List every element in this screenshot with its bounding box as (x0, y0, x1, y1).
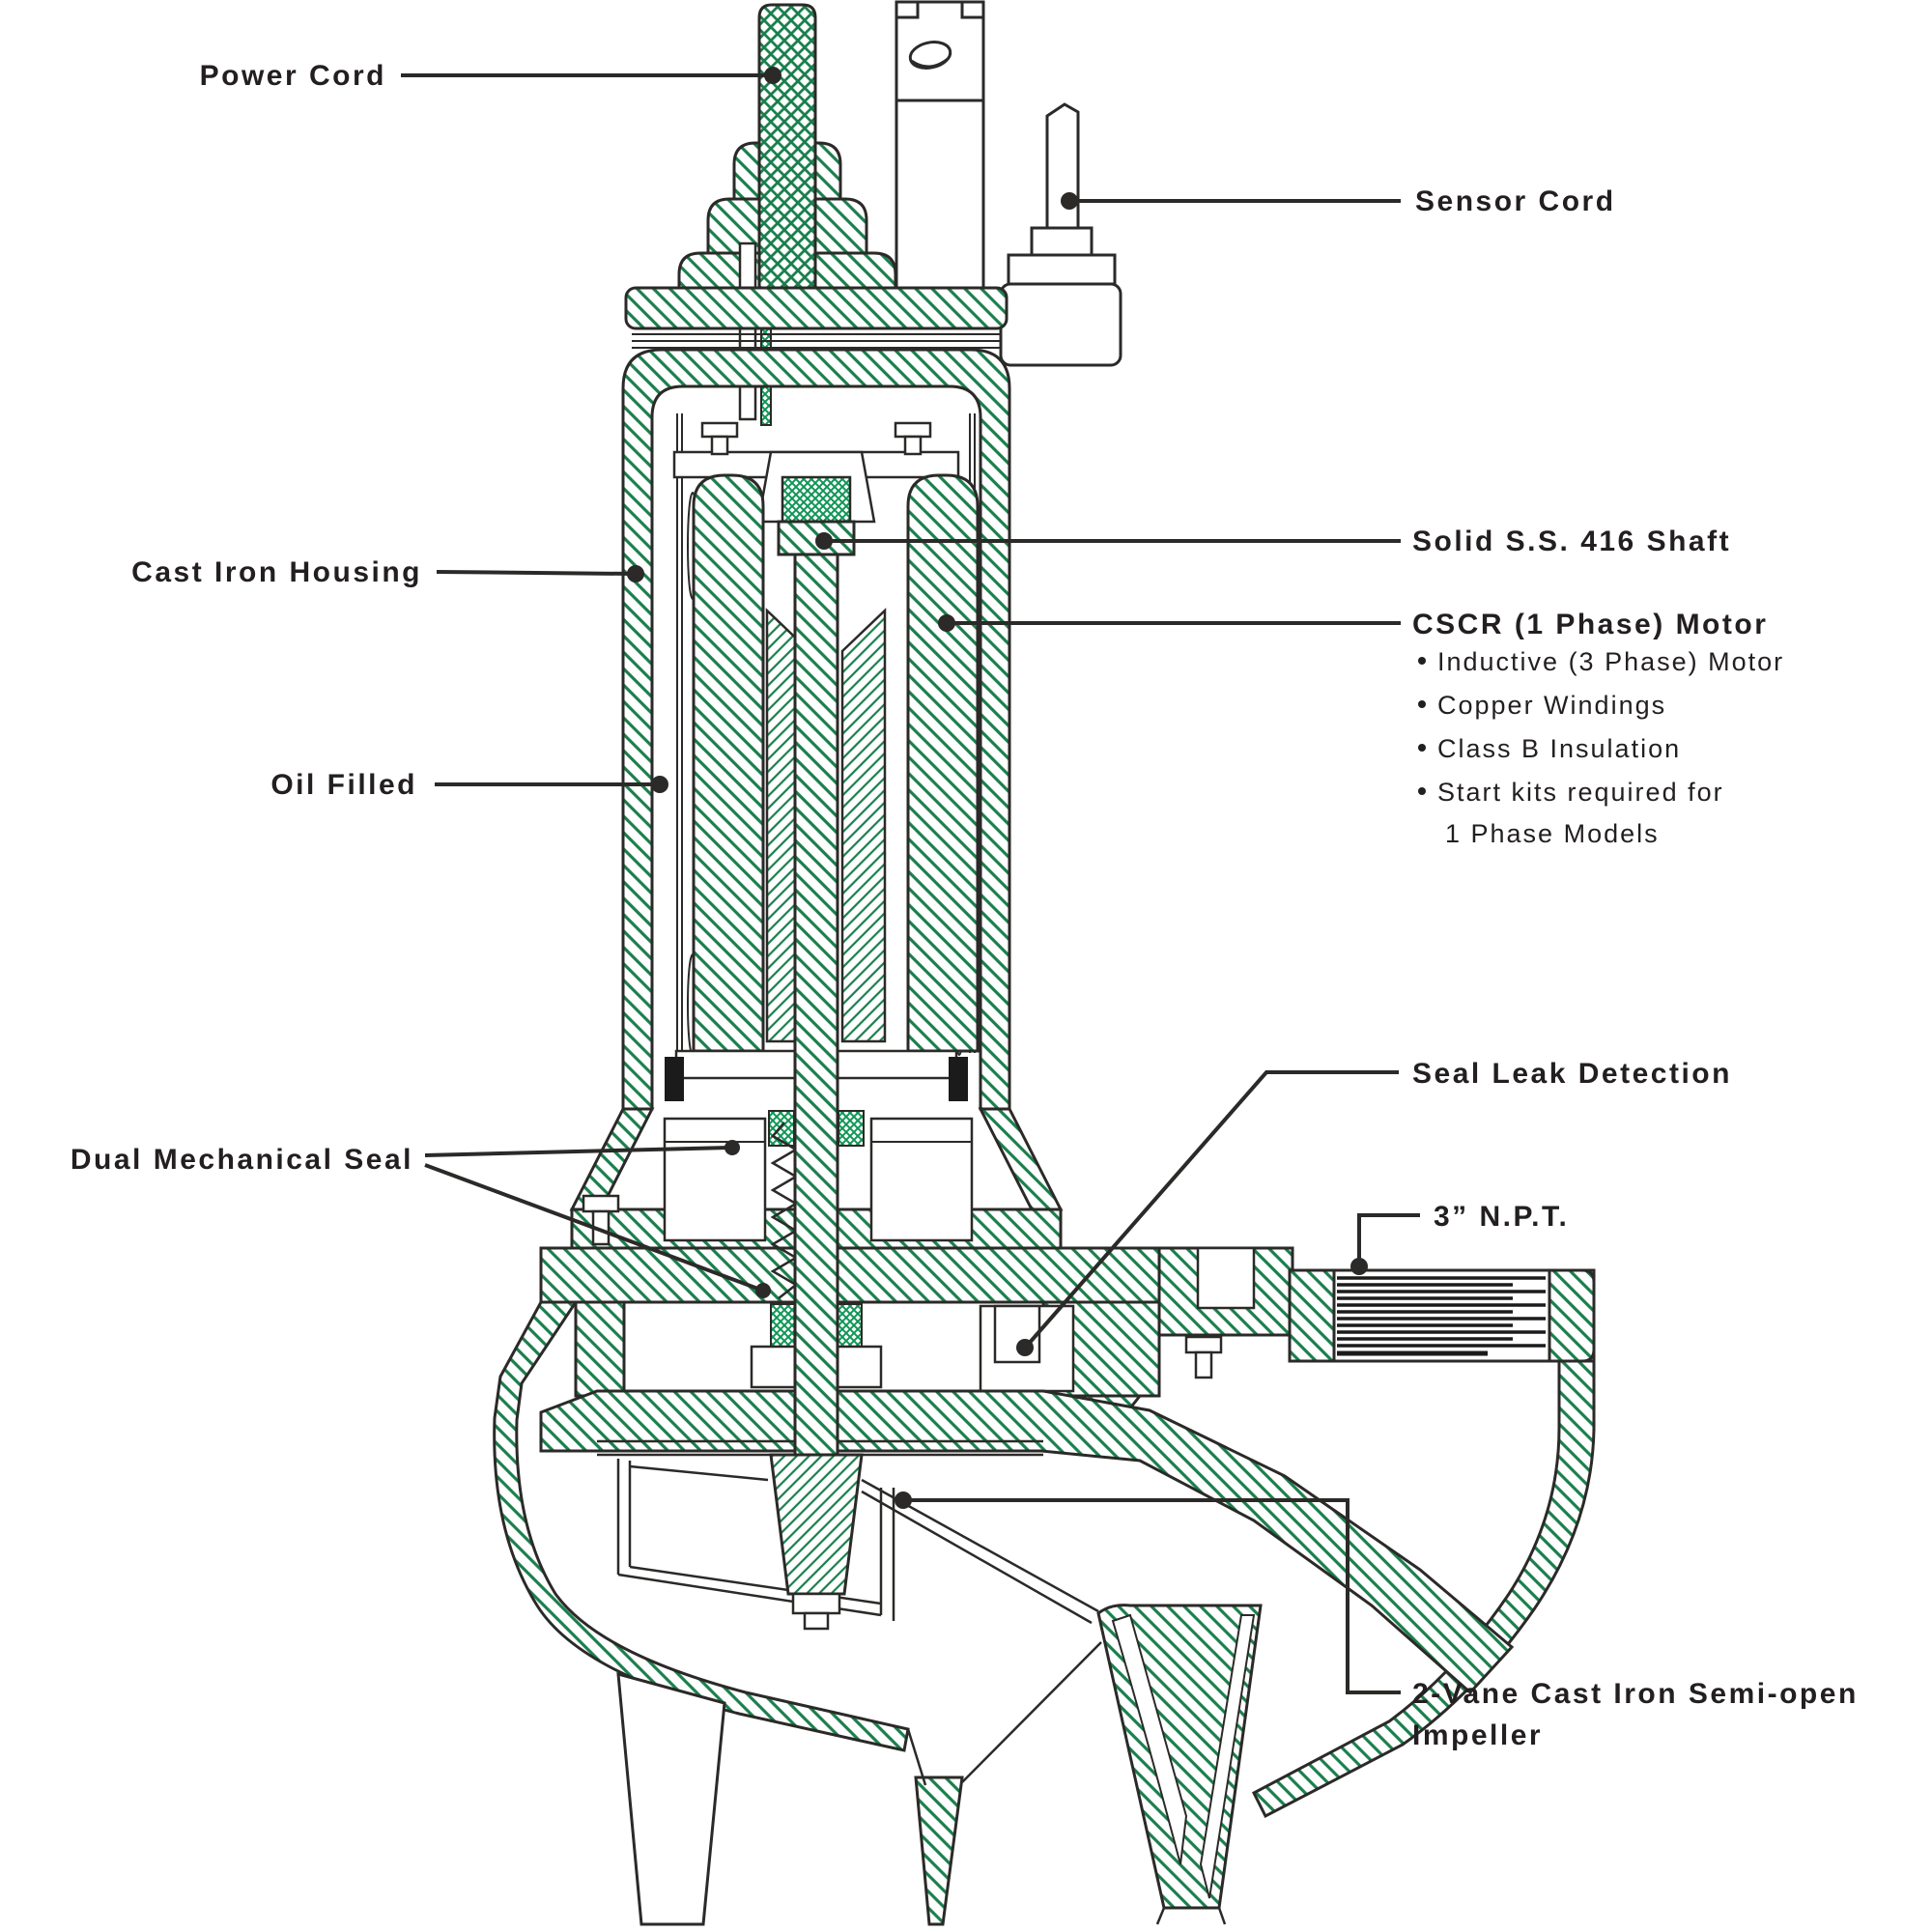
label-oil-filled: Oil Filled (270, 769, 417, 801)
shaft (795, 522, 838, 1594)
winding-right (842, 611, 885, 1041)
top-cap-flange (626, 288, 1007, 328)
label-npt: 3” N.P.T. (1434, 1201, 1570, 1233)
impeller-vane-right (1098, 1605, 1261, 1924)
pump-drawing (495, 2, 1594, 1924)
npt-port (1290, 1270, 1594, 1361)
seal-chamber (541, 1109, 1293, 1437)
label-impeller-line2: Impeller (1412, 1719, 1544, 1751)
label-dual-mechanical-seal: Dual Mechanical Seal (70, 1144, 413, 1176)
impeller-hub (771, 1455, 862, 1629)
lifting-bracket (896, 2, 983, 319)
motor-bullet-2: Copper Windings (1437, 691, 1667, 720)
label-seal-leak: Seal Leak Detection (1412, 1058, 1732, 1090)
label-cast-iron-housing: Cast Iron Housing (131, 556, 422, 588)
label-impeller-line1: 2-Vane Cast Iron Semi-open (1412, 1678, 1859, 1710)
label-shaft: Solid S.S. 416 Shaft (1412, 526, 1732, 557)
volute-spout (916, 1777, 962, 1924)
left-leg (618, 1674, 724, 1924)
stator-right (908, 475, 978, 1051)
label-power-cord: Power Cord (199, 60, 386, 92)
motor-bullet-1: Inductive (3 Phase) Motor (1437, 647, 1785, 676)
stator-left (694, 475, 763, 1051)
motor-bullet-4-wrap: 1 Phase Models (1445, 819, 1660, 848)
sensor-cord-assembly (1001, 104, 1121, 365)
motor-bullet-3: Class B Insulation (1437, 734, 1682, 763)
motor-bullet-4: Start kits required for (1437, 778, 1724, 807)
volute-casing (495, 1302, 1594, 1924)
power-cord-graphic (759, 5, 815, 292)
label-sensor-cord: Sensor Cord (1415, 185, 1616, 217)
cap-gasket-lines (632, 334, 1001, 348)
motor-lead-wire (740, 243, 755, 419)
label-motor: CSCR (1 Phase) Motor (1412, 609, 1769, 640)
upper-bearing (782, 477, 850, 522)
motor-bullet-list (1418, 647, 1784, 848)
